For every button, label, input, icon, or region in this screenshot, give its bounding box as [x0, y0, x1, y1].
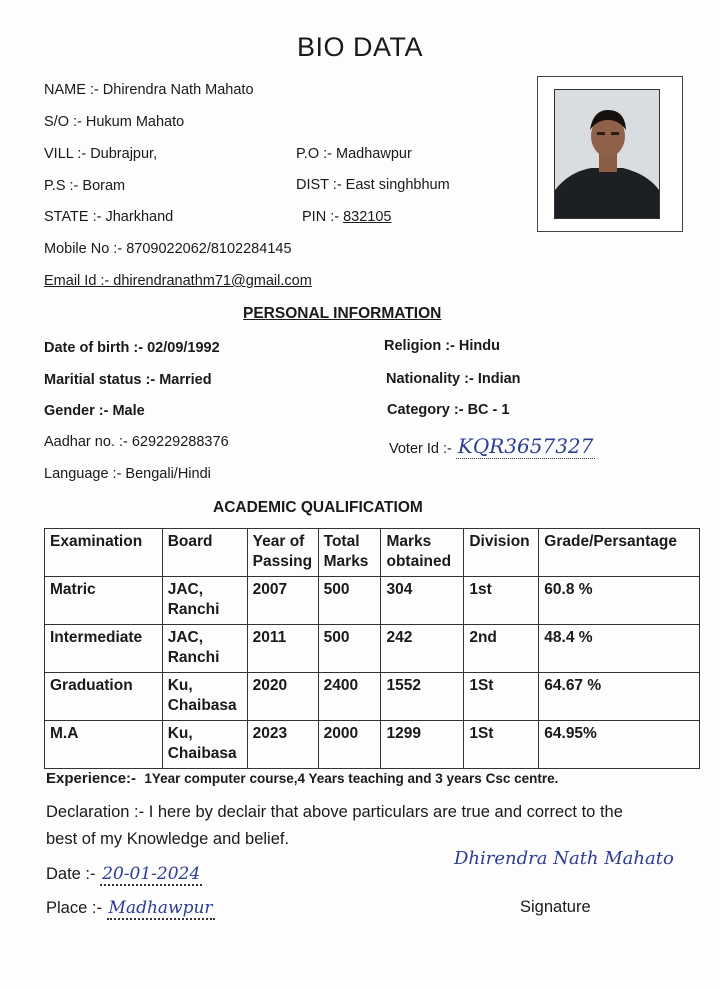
photo-frame [537, 76, 683, 232]
table-cell: Ku, Chaibasa [162, 721, 247, 769]
email-line: Email Id :- dhirendranathm71@gmail.com [44, 273, 312, 289]
nationality-line: Nationality :- Indian [386, 371, 521, 387]
table-cell: 2nd [464, 625, 539, 673]
table-cell: Graduation [45, 673, 163, 721]
district-line: DIST :- East singhbhum [296, 177, 450, 193]
column-header: Year of Passing [247, 529, 318, 577]
table-cell: 500 [318, 577, 381, 625]
table-cell: JAC, Ranchi [162, 625, 247, 673]
experience-line [46, 770, 558, 787]
academic-heading: ACADEMIC QUALIFICATIOM [213, 499, 423, 516]
personal-info-heading: PERSONAL INFORMATION [243, 305, 442, 322]
mobile-line: Mobile No :- 8709022062/8102284145 [44, 241, 292, 257]
voter-id-label: Voter Id :- [389, 441, 452, 457]
table-cell: 2000 [318, 721, 381, 769]
experience-text: 1Year computer course,4 Years teaching and 3 years Csc centre. [144, 771, 559, 786]
column-header: Grade/Persantage [539, 529, 700, 577]
table-cell: 242 [381, 625, 464, 673]
table-cell: 1552 [381, 673, 464, 721]
signature-label: Signature [520, 898, 591, 916]
dob-line: Date of birth :- 02/09/1992 [44, 340, 220, 356]
language-line: Language :- Bengali/Hindi [44, 466, 211, 482]
name-line: NAME :- Dhirendra Nath Mahato [44, 82, 254, 98]
table-cell: 1st [464, 577, 539, 625]
table-cell: 64.67 % [539, 673, 700, 721]
column-header: Total Marks [318, 529, 381, 577]
table-cell: 2020 [247, 673, 318, 721]
table-cell: 2011 [247, 625, 318, 673]
table-cell: Matric [45, 577, 163, 625]
declaration-line-2: best of my Knowledge and belief. [46, 830, 290, 848]
academic-table [44, 528, 700, 769]
column-header: Examination [45, 529, 163, 577]
table-cell: 304 [381, 577, 464, 625]
table-cell: 1St [464, 673, 539, 721]
voter-id-line [389, 434, 595, 459]
place-handwritten: Madhawpur [108, 898, 213, 918]
post-office-line: P.O :- Madhawpur [296, 146, 412, 162]
father-name-line: S/O :- Hukum Mahato [44, 114, 185, 130]
police-station-line: P.S :- Boram [44, 178, 126, 194]
date-handwritten: 20-01-2024 [102, 864, 201, 884]
table-cell: 48.4 % [539, 625, 700, 673]
table-cell: 500 [318, 625, 381, 673]
column-header: Division [464, 529, 539, 577]
village-line: VILL :- Dubrajpur, [44, 146, 158, 162]
religion-line: Religion :- Hindu [384, 338, 500, 354]
date-label: Date :- [46, 865, 96, 883]
place-line [46, 898, 215, 920]
aadhar-line: Aadhar no. :- 629229288376 [44, 434, 229, 450]
table-cell: M.A [45, 721, 163, 769]
table-cell: Intermediate [45, 625, 163, 673]
table-row [45, 625, 700, 673]
table-cell: 2400 [318, 673, 381, 721]
column-header: Board [162, 529, 247, 577]
table-row [45, 577, 700, 625]
document-title: BIO DATA [296, 32, 423, 62]
table-cell: 2023 [247, 721, 318, 769]
place-label: Place :- [46, 899, 102, 917]
profile-photo [554, 89, 660, 219]
table-row [45, 721, 700, 769]
experience-label: Experience:- [46, 770, 137, 787]
table-cell: 64.95% [539, 721, 700, 769]
table-cell: 1299 [381, 721, 464, 769]
signature-handwritten: Dhirendra Nath Mahato [454, 848, 674, 869]
pin-value: 832105 [343, 209, 392, 225]
state-line: STATE :- Jharkhand [44, 209, 174, 225]
voter-id-handwritten: KQR3657327 [457, 434, 594, 458]
table-header-row [45, 529, 700, 577]
table-cell: 1St [464, 721, 539, 769]
column-header: Marks obtained [381, 529, 464, 577]
marital-status-line: Maritial status :- Married [44, 372, 212, 388]
gender-line: Gender :- Male [44, 403, 145, 419]
declaration-line-1: Declaration :- I here by declair that above particulars are true and correct to the [46, 803, 623, 821]
table-cell: 2007 [247, 577, 318, 625]
category-line: Category :- BC - 1 [387, 402, 510, 418]
table-cell: JAC, Ranchi [162, 577, 247, 625]
pin-line [302, 209, 391, 225]
date-line [46, 864, 202, 886]
pin-label: PIN :- [302, 209, 344, 225]
table-row [45, 673, 700, 721]
table-cell: 60.8 % [539, 577, 700, 625]
table-cell: Ku, Chaibasa [162, 673, 247, 721]
